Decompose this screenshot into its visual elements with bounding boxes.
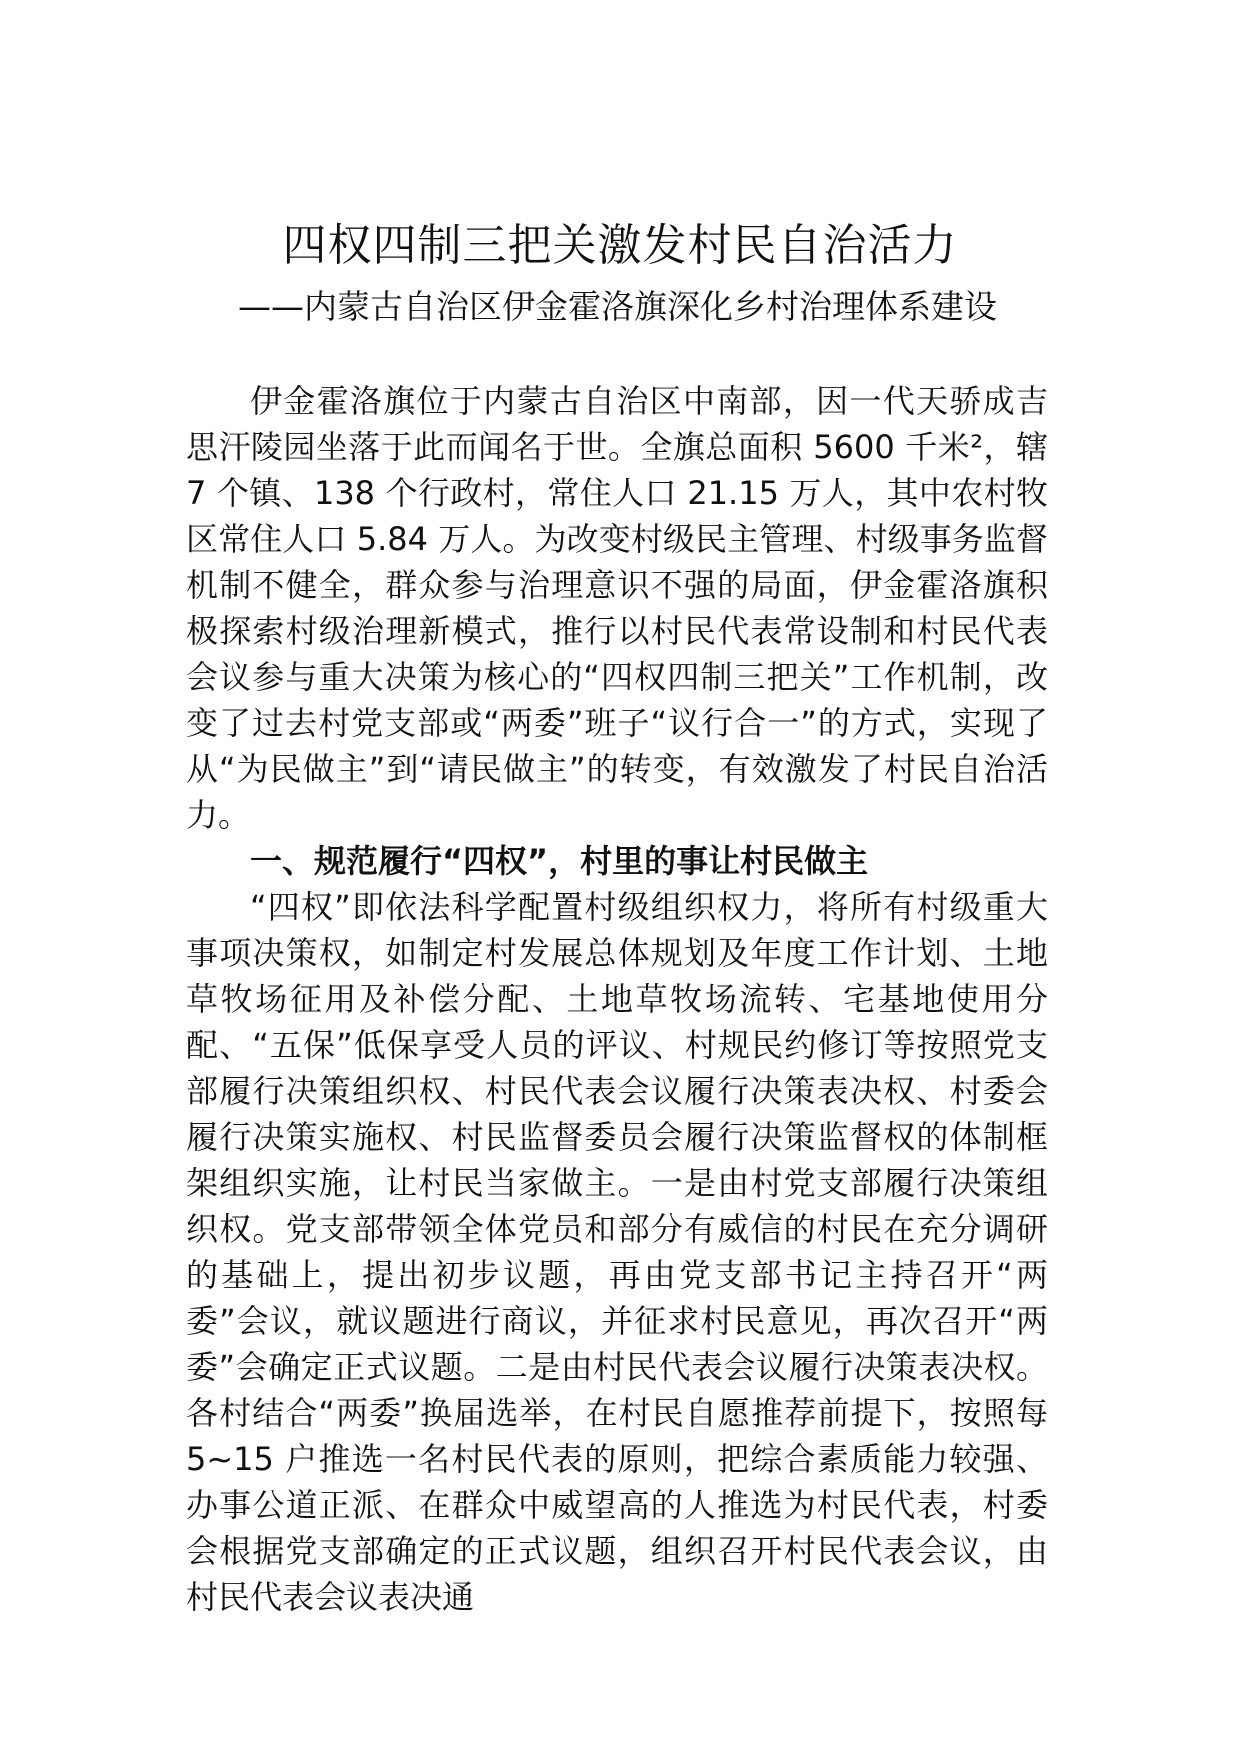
document-title: 四权四制三把关激发村民自治活力	[282, 220, 958, 271]
section-heading: 一、规范履行“四权”，村里的事让村民做主	[250, 842, 869, 880]
section-paragraph: “四权”即依法科学配置村级组织权力，将所有村级重大事项决策权，如制定村发展总体规划及年度工作计划、土地草牧场征用及补偿分配、土地草牧场流转、宅基地使用分配、“五保”低保享受人员的评议、村规民约修订等按照党支部履行决策组织权、村民代表会议履行决策表决权、村委会履行决策实施权、村民监督委员会履行决策监督权的体制框架组织实施，让村民当家做主。一是由村党支部履行决策组织权。党支部带领全体党员和部分有威信的村民在充分调研的基础上，提出初步议题，再由党支部书记主持召开“两委”会议，就议题进行商议，并征求村民意见，再次召开“两委”会确定正式议题。二是由村民代表会议履行决策表决权。各村结合“两委”换届选举，在村民自愿推荐前提下，按照每 5~15 户推选一名村民代表的原则，把综合素质能力较强、办事公道正派、在群众中威望高的人推选为村民代表，村委会根据党支部确定的正式议题，组织召开村民代表会议，由村民代表会议表决通	[186, 888, 1048, 1616]
intro-paragraph: 伊金霍洛旗位于内蒙古自治区中南部，因一代天骄成吉思汗陵园坐落于此而闻名于世。全旗总面积 5600 千米²，辖 7 个镇、138 个行政村，常住人口 21.15 万人，其中农村牧区常住人口 5.84 万人。为改变村级民主管理、村级事务监督机制不健全，群众参与治理意识不强的局面，伊金霍洛旗积极探索村级治理新模式，推行以村民代表常设制和村民代表会议参与重大决策为核心的“四权四制三把关”工作机制，改变了过去村党支部或“两委”班子“议行合一”的方式，实现了从“为民做主”到“请民做主”的转变，有效激发了村民自治活力。	[186, 382, 1048, 834]
document-body	[186, 378, 1048, 1620]
document-subtitle: ——内蒙古自治区伊金霍洛旗深化乡村治理体系建设	[238, 287, 997, 326]
